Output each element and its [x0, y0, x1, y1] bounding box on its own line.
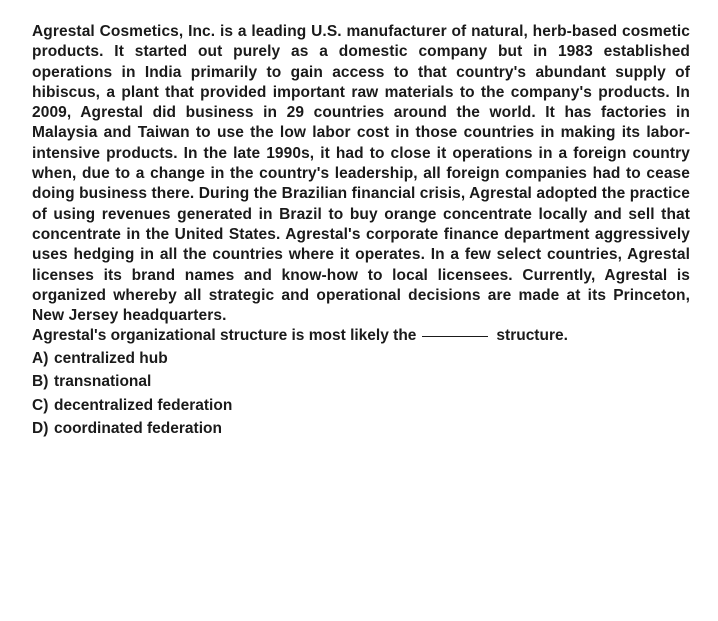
- option-text: decentralized federation: [54, 396, 233, 414]
- option-letter: D): [32, 420, 49, 438]
- option-text: coordinated federation: [54, 420, 222, 438]
- option-text: centralized hub: [54, 349, 168, 367]
- option-a[interactable]: [32, 347, 690, 371]
- option-c[interactable]: [32, 394, 690, 418]
- question-stem: Agrestal's organizational structure is most likely the: [32, 327, 417, 345]
- answer-options: [32, 347, 690, 441]
- option-text: transnational: [54, 373, 152, 391]
- answer-blank: [422, 336, 488, 337]
- question-tail: structure.: [496, 327, 568, 345]
- option-letter: A): [32, 349, 49, 367]
- option-d[interactable]: [32, 417, 690, 441]
- option-b[interactable]: [32, 370, 690, 394]
- case-passage: Agrestal Cosmetics, Inc. is a leading U.S. manufacturer of natural, herb-based cosmetic products. It started out purely as a domestic company but in 1983 established operations in India primarily to gain access to that country's abundant supply of hibiscus, a plant that provided important raw materials to the company's products. In 2009, Agrestal did business in 29 countries around the world. It has factories in Malaysia and Taiwan to use the low labor cost in those countries in making its labor-intensive products. In the late 1990s, it had to close it operations in a foreign country when, due to a change in the country's leadership, all foreign companies had to cease doing business there. During the Brazilian financial crisis, Agrestal adopted the practice of using revenues generated in Brazil to buy orange concentrate locally and sell that concentrate in the United States. Agrestal's corporate finance department aggressively uses hedging in all the countries where it operates. In a few select countries, Agrestal licenses its brand names and know-how to local licensees. Currently, Agrestal is organized whereby all strategic and operational decisions are made at its Princeton, New Jersey headquarters.: [32, 23, 690, 325]
- question-page: [32, 22, 690, 441]
- question-stem-row: [32, 326, 690, 346]
- option-letter: B): [32, 373, 49, 391]
- option-letter: C): [32, 396, 49, 414]
